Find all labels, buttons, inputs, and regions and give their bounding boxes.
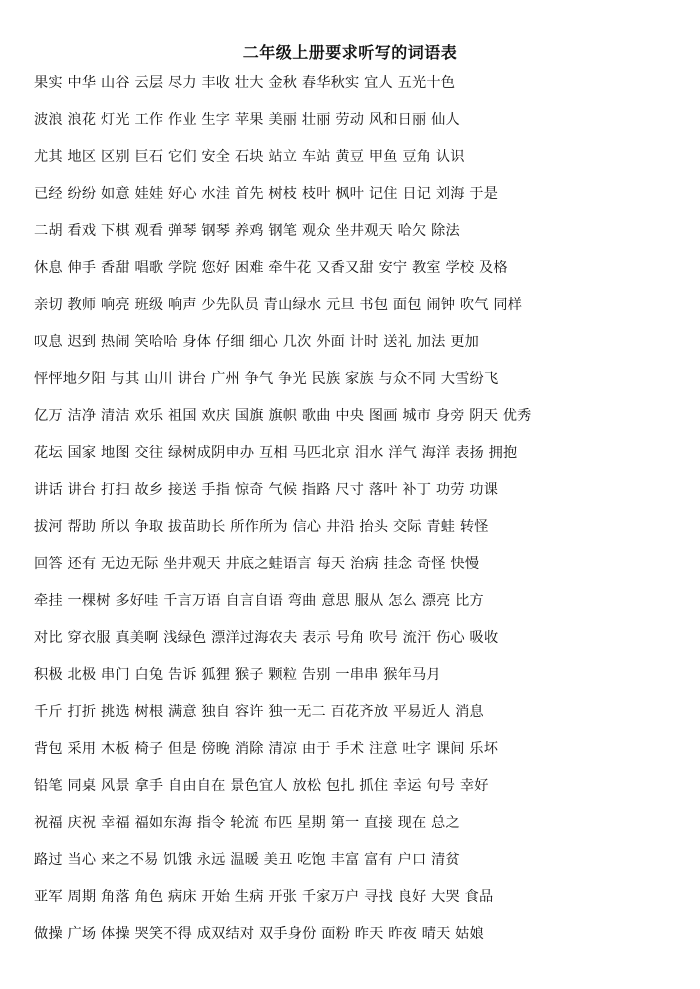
word-line: 尤其 地区 区别 巨石 它们 安全 石块 站立 车站 黄豆 甲鱼 豆角 认识 [34,149,465,165]
word-line: 牵挂 一棵树 多好哇 千言万语 自言自语 弯曲 意思 服从 怎么 漂亮 比方 [34,593,484,609]
word-line: 亲切 教师 响亮 班级 响声 少先队员 青山绿水 元旦 书包 面包 闹钟 吹气 同样 [34,297,523,313]
word-line: 叹息 迟到 热闹 笑哈哈 身体 仔细 细心 几次 外面 计时 送礼 加法 更加 [34,334,479,350]
word-line: 休息 伸手 香甜 唱歌 学院 您好 困难 牵牛花 又香又甜 安宁 教室 学校 及格 [34,260,508,276]
word-line: 祝福 庆祝 幸福 福如东海 指令 轮流 布匹 星期 第一 直接 现在 总之 [34,815,460,831]
word-line: 亿万 洁净 清洁 欢乐 祖国 欢庆 国旗 旗帜 歌曲 中央 图画 城市 身旁 阴天 优秀 [34,408,532,424]
word-line: 二胡 看戏 下棋 观看 弹琴 钢琴 养鸡 钢笔 观众 坐井观天 哈欠 除法 [34,223,460,239]
word-line: 果实 中华 山谷 云层 尽力 丰收 壮大 金秋 春华秋实 宜人 五光十色 [34,75,456,91]
word-line: 千斤 打折 挑选 树根 满意 独自 容许 独一无二 百花齐放 平易近人 消息 [34,704,484,720]
word-line: 回答 还有 无边无际 坐井观天 井底之蛙语言 每天 治病 挂念 奇怪 快慢 [34,556,480,572]
word-line: 波浪 浪花 灯光 工作 作业 生字 苹果 美丽 壮丽 劳动 风和日丽 仙人 [34,112,460,128]
word-line: 背包 采用 木板 椅子 但是 傍晚 消除 清凉 由于 手术 注意 吐字 课间 乐坏 [34,741,499,757]
word-line: 拔河 帮助 所以 争取 拔苗助长 所作所为 信心 井沿 抬头 交际 青蛙 转怪 [34,519,489,535]
word-line: 做操 广场 体操 哭笑不得 成双结对 双手身份 面粉 昨天 昨夜 晴天 姑娘 [34,926,484,942]
word-line: 讲话 讲台 打扫 故乡 接送 手指 惊奇 气候 指路 尺寸 落叶 补丁 功劳 功课 [34,482,499,498]
word-line: 怦怦地夕阳 与其 山川 讲台 广州 争气 争光 民族 家族 与众不同 大雪纷飞 [34,371,499,387]
word-line: 铅笔 同桌 风景 拿手 自由自在 景色宜人 放松 包扎 抓住 幸运 句号 幸好 [34,778,489,794]
word-line: 积极 北极 串门 白兔 告诉 狐狸 猴子 颗粒 告别 一串串 猴年马月 [34,667,441,683]
word-line: 亚军 周期 角落 角色 病床 开始 生病 开张 千家万户 寻找 良好 大哭 食品 [34,889,494,905]
word-line: 已经 纷纷 如意 娃娃 好心 水洼 首先 树枝 枝叶 枫叶 记住 日记 刘海 于是 [34,186,499,202]
page-title: 二年级上册要求听写的词语表 [242,43,458,62]
word-line: 对比 穿衣服 真美啊 浅绿色 漂洋过海农夫 表示 号角 吹号 流汗 伤心 吸收 [34,630,499,646]
word-line: 路过 当心 来之不易 饥饿 永远 温暖 美丑 吃饱 丰富 富有 户口 清贫 [34,852,460,868]
word-line: 花坛 国家 地图 交往 绿树成阴申办 互相 马匹北京 泪水 洋气 海洋 表扬 拥抱 [34,445,518,461]
